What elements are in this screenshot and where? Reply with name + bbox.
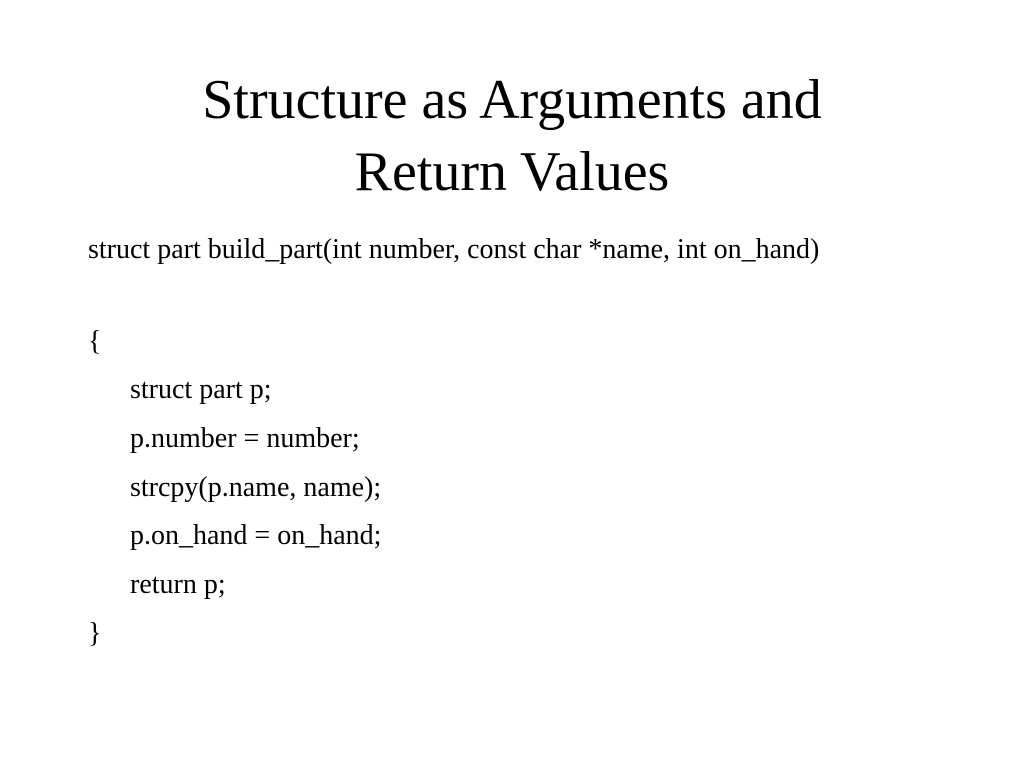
code-line-signature: struct part build_part(int number, const char *name, int on_hand) bbox=[88, 234, 820, 265]
code-line-close-brace: } bbox=[88, 618, 102, 649]
code-line-assign-on-hand: p.on_hand = on_hand; bbox=[130, 520, 382, 551]
code-line-assign-number: p.number = number; bbox=[130, 423, 360, 454]
slide-title bbox=[100, 64, 924, 208]
slide-title-line-1: Structure as Arguments and bbox=[202, 69, 822, 131]
code-line-declaration: struct part p; bbox=[130, 374, 272, 405]
code-line-return: return p; bbox=[130, 569, 226, 600]
slide-title-line-2: Return Values bbox=[354, 141, 670, 203]
code-line-strcpy: strcpy(p.name, name); bbox=[130, 472, 382, 503]
code-line-open-brace: { bbox=[88, 326, 102, 357]
